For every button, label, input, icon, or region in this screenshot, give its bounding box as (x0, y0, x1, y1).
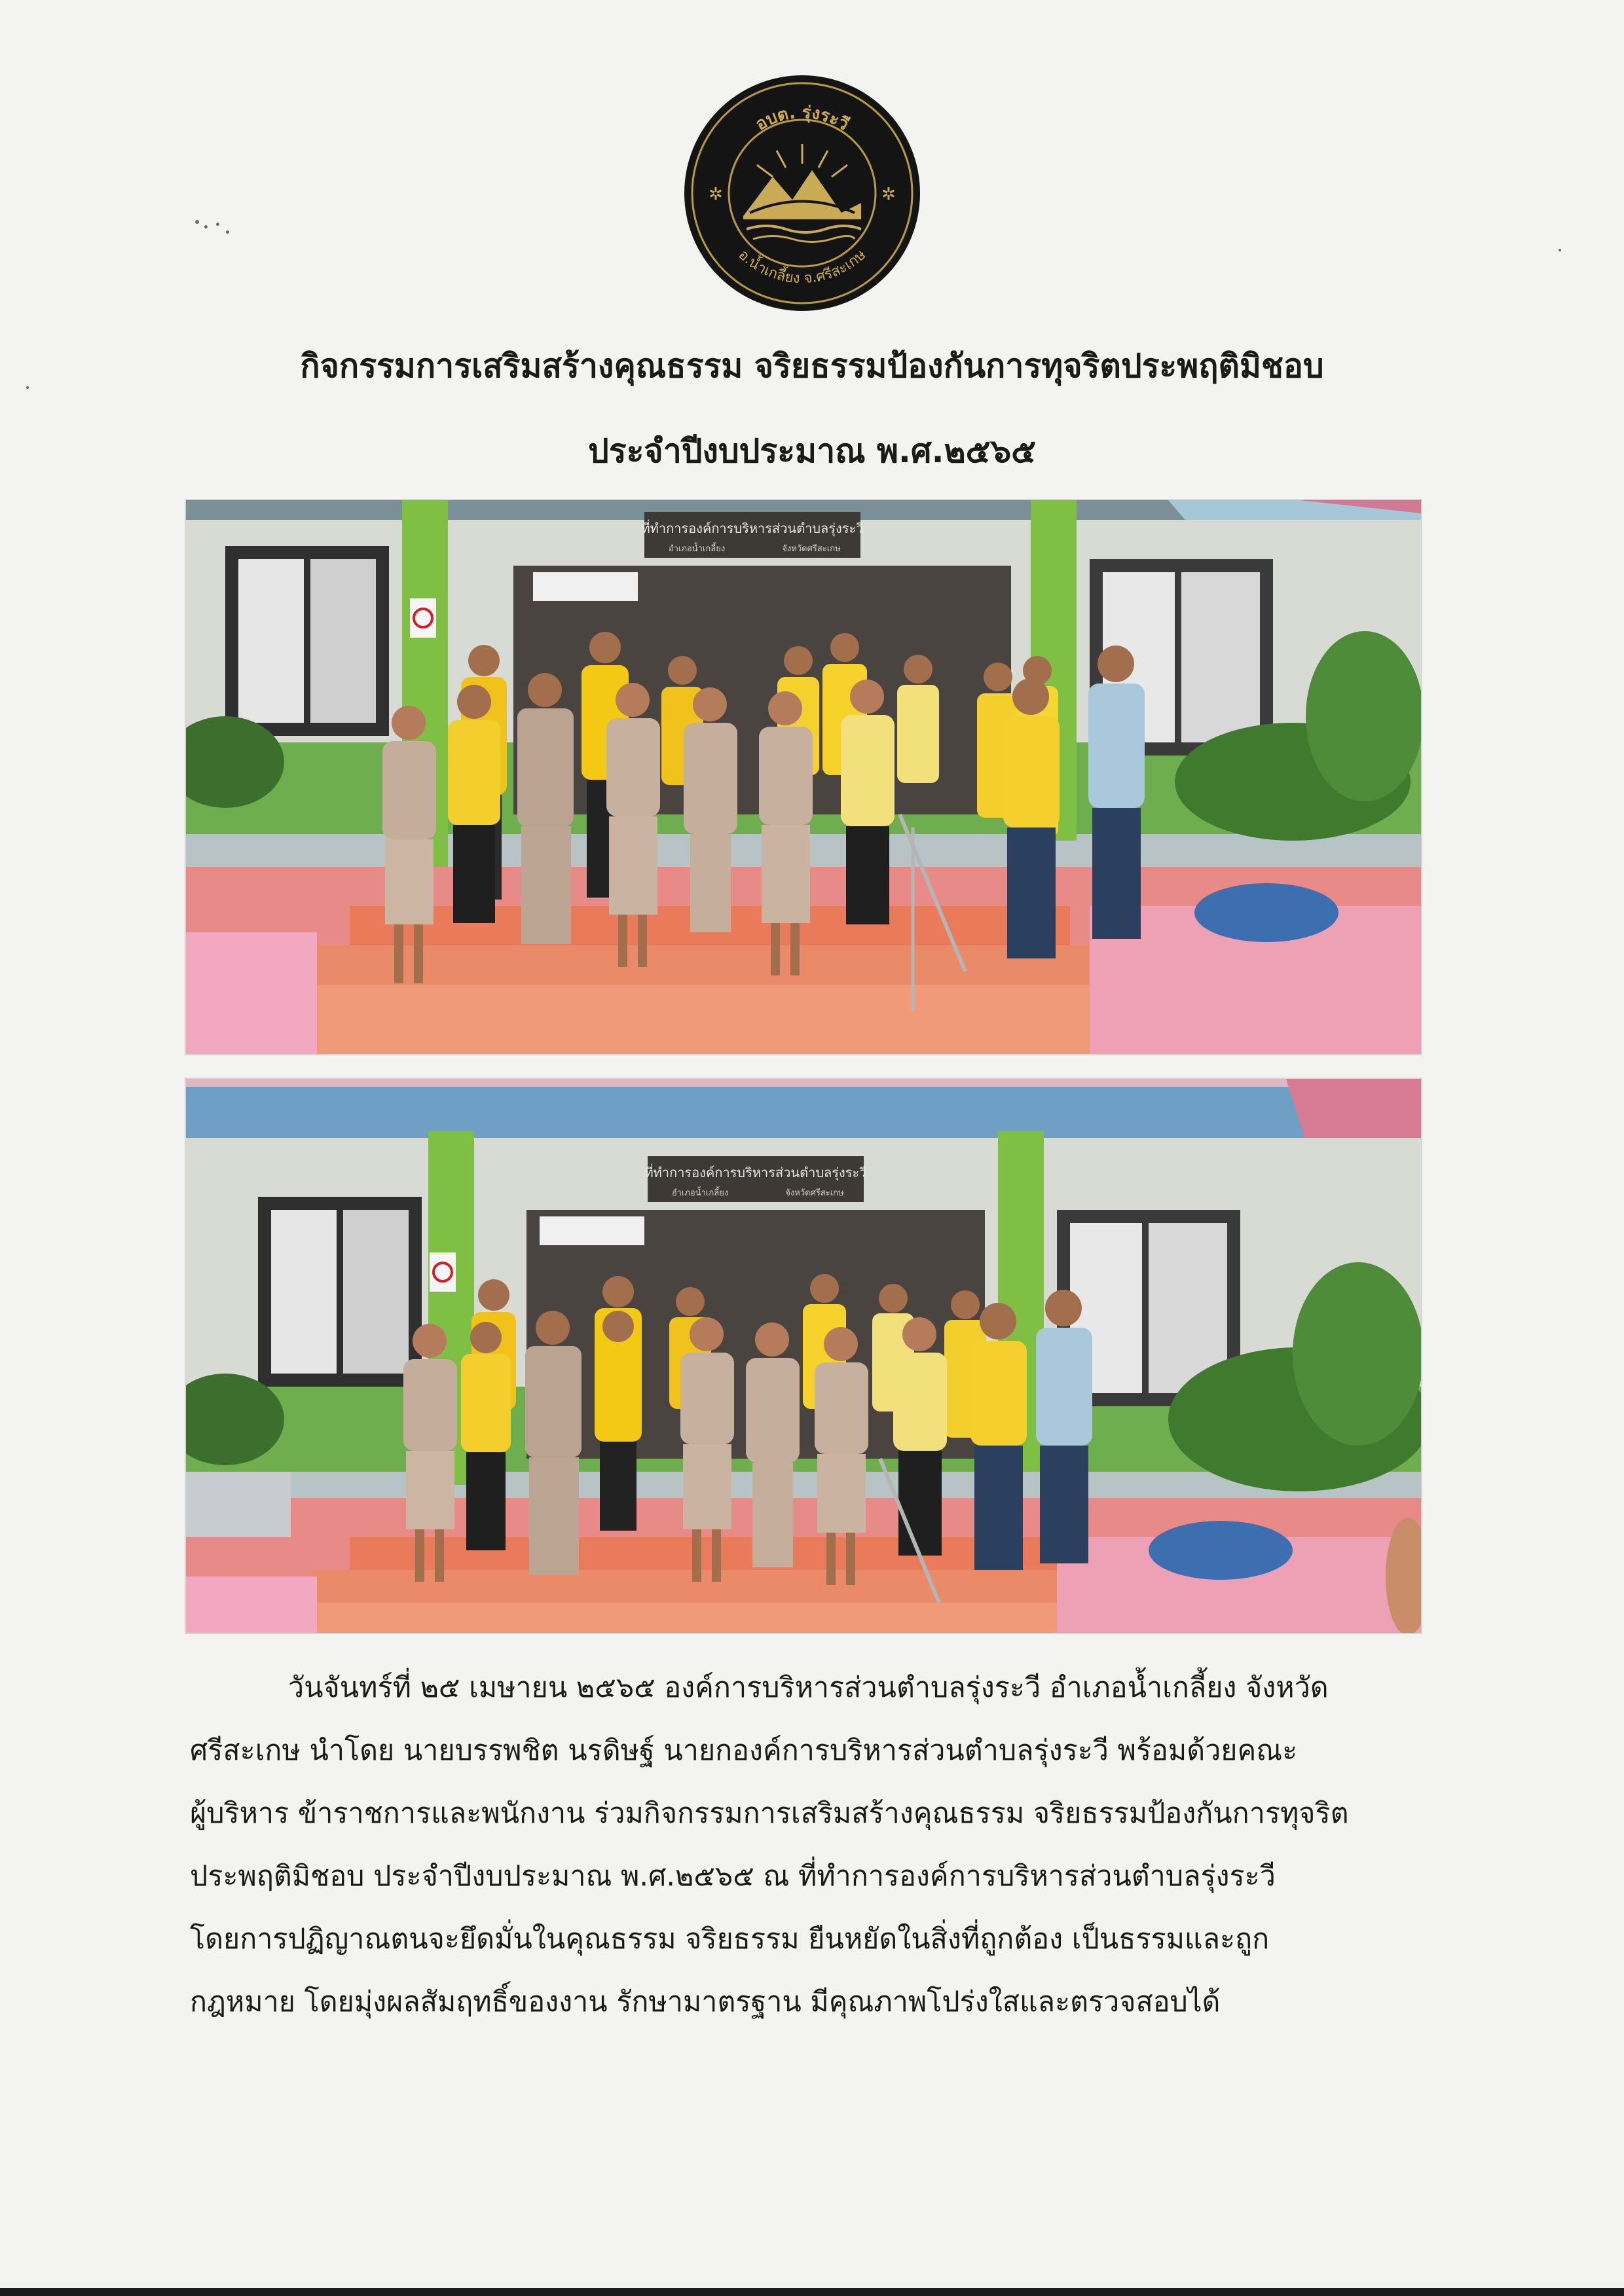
activity-photo-2 (185, 1078, 1422, 1634)
svg-text:✲: ✲ (709, 185, 723, 204)
group-photo-image (186, 1079, 1421, 1633)
organization-seal (681, 72, 923, 314)
scan-speck (1559, 249, 1561, 251)
office-sign-subtext-left: อำเภอน้ำเกลี้ยง (668, 544, 726, 554)
page-title: กิจกรรมการเสริมสร้างคุณธรรม จริยธรรมป้องกันการทุจริตประพฤติมิชอบ (300, 347, 1324, 385)
seal-bottom-text: อ.น้ำเกลี้ยง จ.ศรีสะเกษ (735, 246, 870, 287)
scan-speck (204, 225, 208, 228)
paragraph-line: วันจันทร์ที่ ๒๕ เมษายน ๒๕๖๕ องค์การบริหารส่วนตำบลรุ่งระวี อำเภอน้ำเกลี้ยง จังหวัด (288, 1671, 1329, 1704)
svg-text:✲: ✲ (881, 185, 896, 204)
office-sign-subtext-right: จังหวัดศรีสะเกษ (782, 544, 841, 554)
activity-photo-1 (185, 499, 1422, 1055)
scan-speck (195, 220, 199, 224)
paragraph-line: โดยการปฏิญาณตนจะยึดมั่นในคุณธรรม จริยธรรม ยืนหยัดในสิ่งที่ถูกต้อง เป็นธรรมและถูก (190, 1923, 1270, 1956)
svg-text:อ.น้ำเกลี้ยง จ.ศรีสะเกษ (735, 247, 870, 287)
paragraph-line: ประพฤติมิชอบ ประจำปีงบประมาณ พ.ศ.๒๕๖๕ ณ ที่ทำการองค์การบริหารส่วนตำบลรุ่งระวี (190, 1860, 1276, 1893)
paragraph-line: ศรีสะเกษ นำโดย นายบรรพชิต นรดิษฐ์ นายกองค์การบริหารส่วนตำบลรุ่งระวี พร้อมด้วยคณะ (190, 1734, 1298, 1767)
seal-text-ring (681, 72, 923, 314)
group-photo-image (186, 500, 1421, 1054)
svg-text:อบต. รุ่งระวี (752, 103, 853, 135)
office-sign-text: ที่ทำการองค์การบริหารส่วนตำบลรุ่งระวี (644, 1165, 867, 1180)
page-subtitle: ประจำปีงบประมาณ พ.ศ.๒๕๖๕ (587, 432, 1037, 470)
paragraph-line: กฎหมาย โดยมุ่งผลสัมฤทธิ์ของงาน รักษามาตรฐาน มีคุณภาพโปร่งใสและตรวจสอบได้ (190, 1986, 1221, 2018)
scan-speck (216, 223, 219, 226)
seal-top-text: อบต. รุ่งระวี (752, 102, 853, 135)
scan-speck (226, 230, 229, 234)
office-sign-subtext-right: จังหวัดศรีสะเกษ (785, 1188, 844, 1198)
scan-edge (0, 2288, 1624, 2296)
paragraph-line: ผู้บริหาร ข้าราชการและพนักงาน ร่วมกิจกรรมการเสริมสร้างคุณธรรม จริยธรรมป้องกันการทุจริต (190, 1797, 1349, 1830)
office-sign-subtext-left: อำเภอน้ำเกลี้ยง (671, 1188, 729, 1198)
activity-description (190, 1656, 1421, 2033)
office-sign-text: ที่ทำการองค์การบริหารส่วนตำบลรุ่งระวี (641, 520, 864, 536)
